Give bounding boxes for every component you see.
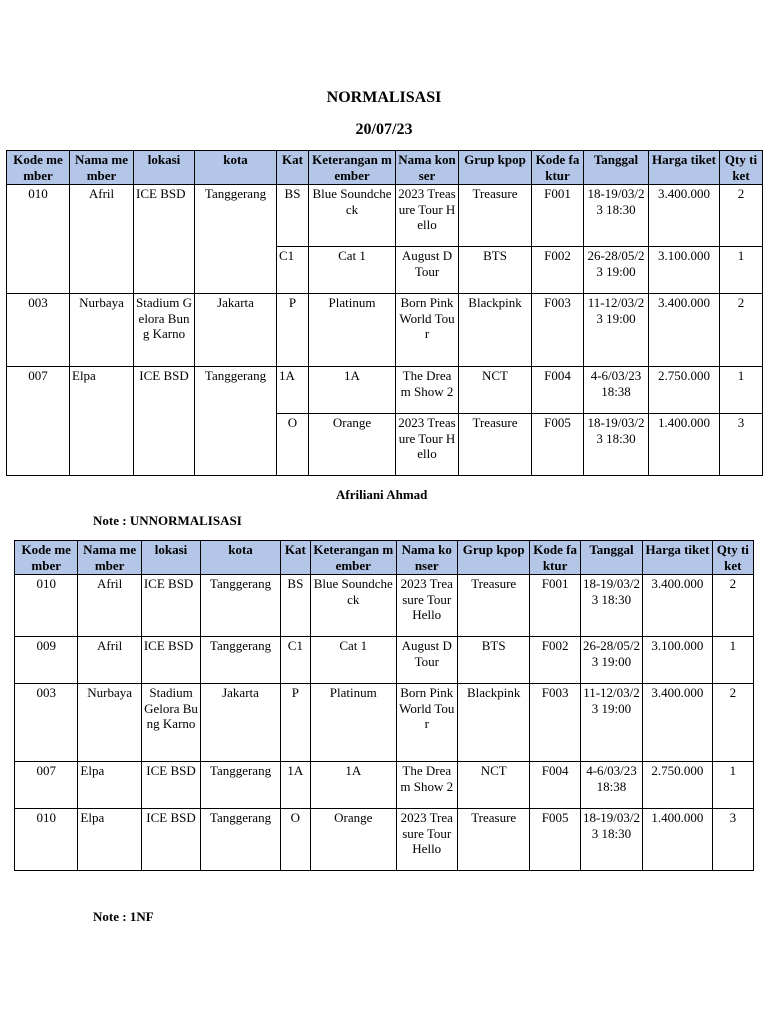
grup-cell: Treasure: [457, 809, 529, 871]
qty-cell: 1: [712, 762, 753, 809]
konser-cell: August D Tour: [396, 247, 459, 294]
konser-cell: 2023 Treasure Tour Hello: [396, 809, 457, 871]
tanggal-cell: 4-6/03/23 18:38: [580, 762, 642, 809]
harga-cell: 3.100.000: [643, 637, 712, 684]
kota-cell: Tanggerang: [201, 637, 281, 684]
kota-cell: Jakarta: [201, 684, 281, 762]
nama-member-cell: Elpa: [78, 809, 141, 871]
nama-member-cell: Afril: [78, 575, 141, 637]
unnormalized-table: [14, 540, 754, 871]
lokasi-cell: ICE BSD: [134, 185, 195, 294]
header-cell: Grup kpop: [459, 151, 532, 185]
header-cell: Kat: [280, 541, 310, 575]
author-name: Afriliani Ahmad: [336, 487, 428, 502]
kota-cell: Tanggerang: [201, 809, 281, 871]
lokasi-cell: ICE BSD: [141, 762, 200, 809]
kode-member-cell: 007: [15, 762, 78, 809]
qty-cell: 3: [720, 414, 763, 476]
header-row: [7, 151, 763, 185]
grup-cell: Treasure: [459, 414, 532, 476]
kota-cell: Tanggerang: [195, 185, 277, 294]
keterangan-cell: Cat 1: [309, 247, 396, 294]
harga-cell: 3.100.000: [649, 247, 720, 294]
header-cell: Keterangan member: [310, 541, 396, 575]
lokasi-cell: ICE BSD: [141, 637, 200, 684]
nama-member-cell: Elpa: [78, 762, 141, 809]
header-cell: Nama member: [78, 541, 141, 575]
kat-cell: BS: [277, 185, 309, 247]
header-cell: Qty tiket: [720, 151, 763, 185]
tanggal-cell: 11-12/03/23 19:00: [584, 294, 649, 367]
kat-cell: BS: [280, 575, 310, 637]
tanggal-cell: 26-28/05/23 19:00: [584, 247, 649, 294]
nama-member-cell: Nurbaya: [70, 294, 134, 367]
header-cell: Harga tiket: [643, 541, 712, 575]
kode-member-cell: 010: [15, 575, 78, 637]
kode-member-cell: 003: [15, 684, 78, 762]
konser-cell: 2023 Treasure Tour Hello: [396, 575, 457, 637]
keterangan-cell: Blue Soundcheck: [310, 575, 396, 637]
nama-member-cell: Nurbaya: [78, 684, 141, 762]
header-cell: Kode faktur: [530, 541, 580, 575]
faktur-cell: F003: [532, 294, 584, 367]
qty-cell: 1: [720, 247, 763, 294]
header-cell: Nama konser: [396, 151, 459, 185]
tanggal-cell: 18-19/03/23 18:30: [580, 575, 642, 637]
header-cell: Nama member: [70, 151, 134, 185]
keterangan-cell: Orange: [309, 414, 396, 476]
grup-cell: Treasure: [457, 575, 529, 637]
keterangan-cell: Cat 1: [310, 637, 396, 684]
lokasi-cell: ICE BSD: [141, 575, 200, 637]
keterangan-cell: Platinum: [310, 684, 396, 762]
faktur-cell: F005: [530, 809, 580, 871]
harga-cell: 2.750.000: [649, 367, 720, 414]
header-cell: Nama konser: [396, 541, 457, 575]
header-cell: Grup kpop: [457, 541, 529, 575]
header-cell: Keterangan member: [309, 151, 396, 185]
qty-cell: 3: [712, 809, 753, 871]
faktur-cell: F001: [532, 185, 584, 247]
document-date: 20/07/23: [355, 121, 413, 138]
note-unnormalized: Note : UNNORMALISASI: [93, 513, 242, 528]
faktur-cell: F004: [530, 762, 580, 809]
konser-cell: The Dream Show 2: [396, 762, 457, 809]
harga-cell: 3.400.000: [649, 185, 720, 247]
header-cell: Tanggal: [580, 541, 642, 575]
kat-cell: C1: [280, 637, 310, 684]
konser-cell: 2023 Treasure Tour Hello: [396, 414, 459, 476]
grup-cell: Blackpink: [457, 684, 529, 762]
table-row: [15, 575, 754, 637]
grup-cell: BTS: [457, 637, 529, 684]
grup-cell: Blackpink: [459, 294, 532, 367]
header-cell: kota: [195, 151, 277, 185]
konser-cell: The Dream Show 2: [396, 367, 459, 414]
qty-cell: 2: [712, 575, 753, 637]
header-cell: Kode member: [7, 151, 70, 185]
kode-member-cell: 009: [15, 637, 78, 684]
kat-cell: 1A: [277, 367, 309, 414]
grup-cell: NCT: [457, 762, 529, 809]
konser-cell: 2023 Treasure Tour Hello: [396, 185, 459, 247]
header-cell: Qty tiket: [712, 541, 753, 575]
lokasi-cell: Stadium Gelora Bung Karno: [141, 684, 200, 762]
konser-cell: Born Pink World Tour: [396, 294, 459, 367]
faktur-cell: F005: [532, 414, 584, 476]
kota-cell: Tanggerang: [195, 367, 277, 476]
harga-cell: 2.750.000: [643, 762, 712, 809]
konser-cell: August D Tour: [396, 637, 457, 684]
kota-cell: Jakarta: [195, 294, 277, 367]
kat-cell: 1A: [280, 762, 310, 809]
tanggal-cell: 18-19/03/23 18:30: [580, 809, 642, 871]
harga-cell: 3.400.000: [643, 684, 712, 762]
header-cell: lokasi: [134, 151, 195, 185]
keterangan-cell: Blue Soundcheck: [309, 185, 396, 247]
harga-cell: 1.400.000: [643, 809, 712, 871]
kode-member-cell: 003: [7, 294, 70, 367]
grup-cell: BTS: [459, 247, 532, 294]
table-row: [15, 684, 754, 762]
kat-cell: P: [280, 684, 310, 762]
grup-cell: NCT: [459, 367, 532, 414]
tanggal-cell: 18-19/03/23 18:30: [584, 414, 649, 476]
lokasi-cell: ICE BSD: [134, 367, 195, 476]
tanggal-cell: 18-19/03/23 18:30: [584, 185, 649, 247]
header-cell: Kode faktur: [532, 151, 584, 185]
normalized-table: [6, 150, 763, 476]
kat-cell: P: [277, 294, 309, 367]
lokasi-cell: ICE BSD: [141, 809, 200, 871]
kat-cell: O: [280, 809, 310, 871]
note-1nf: Note : 1NF: [93, 909, 154, 924]
konser-cell: Born Pink World Tour: [396, 684, 457, 762]
keterangan-cell: 1A: [310, 762, 396, 809]
keterangan-cell: Orange: [310, 809, 396, 871]
table-row: [15, 637, 754, 684]
header-cell: Harga tiket: [649, 151, 720, 185]
header-cell: Tanggal: [584, 151, 649, 185]
keterangan-cell: Platinum: [309, 294, 396, 367]
nama-member-cell: Afril: [70, 185, 134, 294]
kode-member-cell: 010: [7, 185, 70, 294]
kota-cell: Tanggerang: [201, 575, 281, 637]
table-row: [15, 809, 754, 871]
header-cell: Kode member: [15, 541, 78, 575]
harga-cell: 3.400.000: [649, 294, 720, 367]
nama-member-cell: Afril: [78, 637, 141, 684]
qty-cell: 2: [712, 684, 753, 762]
grup-cell: Treasure: [459, 185, 532, 247]
kode-member-cell: 010: [15, 809, 78, 871]
keterangan-cell: 1A: [309, 367, 396, 414]
kota-cell: Tanggerang: [201, 762, 281, 809]
tanggal-cell: 11-12/03/23 19:00: [580, 684, 642, 762]
tanggal-cell: 26-28/05/23 19:00: [580, 637, 642, 684]
faktur-cell: F004: [532, 367, 584, 414]
table-row: [7, 367, 763, 414]
faktur-cell: F001: [530, 575, 580, 637]
nama-member-cell: Elpa: [70, 367, 134, 476]
faktur-cell: F002: [530, 637, 580, 684]
table-row: [7, 185, 763, 247]
page-title: NORMALISASI: [326, 89, 442, 106]
header-row: [15, 541, 754, 575]
header-cell: lokasi: [141, 541, 200, 575]
kat-cell: O: [277, 414, 309, 476]
qty-cell: 2: [720, 185, 763, 247]
qty-cell: 1: [712, 637, 753, 684]
faktur-cell: F003: [530, 684, 580, 762]
table-row: [7, 294, 763, 367]
header-cell: kota: [201, 541, 281, 575]
faktur-cell: F002: [532, 247, 584, 294]
lokasi-cell: Stadium Gelora Bung Karno: [134, 294, 195, 367]
harga-cell: 1.400.000: [649, 414, 720, 476]
kat-cell: C1: [277, 247, 309, 294]
header-cell: Kat: [277, 151, 309, 185]
tanggal-cell: 4-6/03/23 18:38: [584, 367, 649, 414]
kode-member-cell: 007: [7, 367, 70, 476]
qty-cell: 1: [720, 367, 763, 414]
qty-cell: 2: [720, 294, 763, 367]
harga-cell: 3.400.000: [643, 575, 712, 637]
table-row: [15, 762, 754, 809]
